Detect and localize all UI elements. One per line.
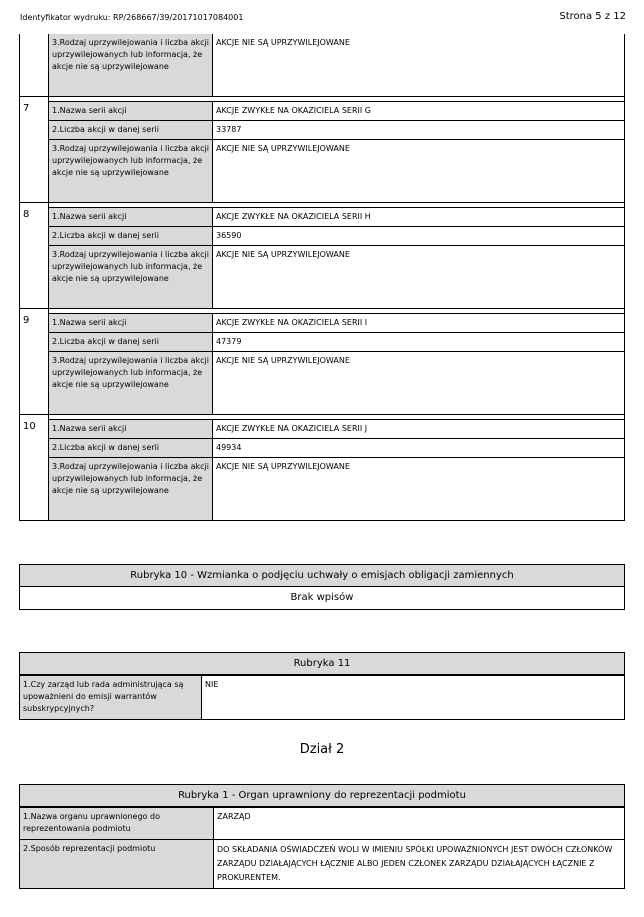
- series-name-label: 1.Nazwa serii akcji: [49, 208, 213, 226]
- rubryka-10-section: [19, 564, 625, 610]
- series-continuation: [20, 34, 624, 96]
- series-number: 9: [20, 309, 49, 414]
- share-count-row: [49, 121, 624, 140]
- series-group: [20, 96, 624, 202]
- privilege-row: [49, 352, 624, 414]
- share-count-row: [49, 439, 624, 458]
- series-group: [20, 414, 624, 520]
- privilege-value: AKCJE NIE SĄ UPRZYWILEJOWANE: [216, 38, 350, 47]
- privilege-label: 3.Rodzaj uprzywilejowania i liczba akcji uprzywilejowanych lub informacja, że akcje nie są uprzywilejowane: [49, 352, 213, 414]
- privilege-label: 3.Rodzaj uprzywilejowania i liczba akcji uprzywilejowanych lub informacja, że akcje nie są uprzywilejowane: [49, 458, 213, 520]
- series-name-row: [49, 102, 624, 121]
- rubryka-11-title: Rubryka 11: [20, 653, 624, 675]
- privilege-value: AKCJE NIE SĄ UPRZYWILEJOWANE: [216, 356, 350, 365]
- share-count-label: 2.Liczba akcji w danej serii: [49, 333, 213, 351]
- series-name-label: 1.Nazwa serii akcji: [49, 102, 213, 120]
- series-number: [20, 34, 49, 96]
- organ-label: 1.Nazwa organu uprawnionego do reprezentowania podmiotu: [20, 808, 214, 839]
- dzial2-rubryka-1-title: Rubryka 1 - Organ uprawniony do reprezentacji podmiotu: [20, 785, 624, 807]
- privilege-row: [49, 140, 624, 202]
- warrants-answer: NIE: [205, 680, 219, 689]
- series-group: [20, 202, 624, 308]
- series-name-value: AKCJE ZWYKŁE NA OKAZICIELA SERII I: [216, 318, 368, 327]
- share-count-value: 33787: [216, 125, 242, 134]
- page-number: Strona 5 z 12: [559, 11, 626, 22]
- series-name-value: AKCJE ZWYKŁE NA OKAZICIELA SERII H: [216, 212, 371, 221]
- privilege-label: 3.Rodzaj uprzywilejowania i liczba akcji uprzywilejowanych lub informacja, że akcje nie są uprzywilejowane: [49, 34, 213, 96]
- rubryka-10-empty: Brak wpisów: [290, 592, 354, 603]
- series-name-label: 1.Nazwa serii akcji: [49, 314, 213, 332]
- privilege-value: AKCJE NIE SĄ UPRZYWILEJOWANE: [216, 462, 350, 471]
- representation-row: [20, 839, 624, 888]
- representation-value: DO SKŁADANIA OŚWIADCZEŃ WOLI W IMIENIU SPÓŁKI UPOWAŻNIONYCH JEST DWÓCH CZŁONKÓW ZARZĄDU DZIAŁAJĄCYCH ŁĄCZNIE ALBO JEDEN CZŁONEK ZARZĄDU DZIAŁAJĄCYCH ŁĄCZNIE Z PROKURENTEM.: [217, 845, 613, 882]
- series-name-row: [49, 208, 624, 227]
- rubryka-11-section: [19, 652, 625, 720]
- warrants-question: 1.Czy zarząd lub rada administrująca są upoważnieni do emisji warrantów subskrypcyjnych?: [20, 676, 202, 719]
- privilege-row: [49, 34, 624, 96]
- privilege-row: [49, 246, 624, 308]
- share-count-value: 36590: [216, 231, 242, 240]
- privilege-label: 3.Rodzaj uprzywilejowania i liczba akcji uprzywilejowanych lub informacja, że akcje nie są uprzywilejowane: [49, 246, 213, 308]
- series-name-value: AKCJE ZWYKŁE NA OKAZICIELA SERII G: [216, 106, 371, 115]
- rubryka-10-title: Rubryka 10 - Wzmianka o podjęciu uchwały o emisjach obligacji zamiennych: [20, 565, 624, 587]
- page-header: [20, 10, 626, 26]
- series-number: 7: [20, 97, 49, 202]
- warrants-row: [20, 675, 624, 719]
- share-series-table: [19, 34, 625, 521]
- share-count-row: [49, 333, 624, 352]
- share-count-label: 2.Liczba akcji w danej serii: [49, 439, 213, 457]
- privilege-label: 3.Rodzaj uprzywilejowania i liczba akcji uprzywilejowanych lub informacja, że akcje nie są uprzywilejowane: [49, 140, 213, 202]
- privilege-value: AKCJE NIE SĄ UPRZYWILEJOWANE: [216, 250, 350, 259]
- series-name-row: [49, 314, 624, 333]
- share-count-row: [49, 227, 624, 246]
- series-number: 10: [20, 415, 49, 520]
- share-count-label: 2.Liczba akcji w danej serii: [49, 227, 213, 245]
- privilege-row: [49, 458, 624, 520]
- series-name-value: AKCJE ZWYKŁE NA OKAZICIELA SERII J: [216, 424, 368, 433]
- organ-value: ZARZĄD: [217, 812, 251, 821]
- series-group: [20, 308, 624, 414]
- print-identifier: Identyfikator wydruku: RP/268667/39/20171017084001: [20, 13, 244, 22]
- section-heading: Dział 2: [299, 742, 345, 757]
- share-count-label: 2.Liczba akcji w danej serii: [49, 121, 213, 139]
- series-name-row: [49, 420, 624, 439]
- share-count-value: 49934: [216, 443, 242, 452]
- share-count-value: 47379: [216, 337, 242, 346]
- dzial2-rubryka-1-section: [19, 784, 625, 889]
- privilege-value: AKCJE NIE SĄ UPRZYWILEJOWANE: [216, 144, 350, 153]
- representation-label: 2.Sposób reprezentacji podmiotu: [20, 840, 214, 888]
- organ-row: [20, 807, 624, 839]
- series-number: 8: [20, 203, 49, 308]
- series-name-label: 1.Nazwa serii akcji: [49, 420, 213, 438]
